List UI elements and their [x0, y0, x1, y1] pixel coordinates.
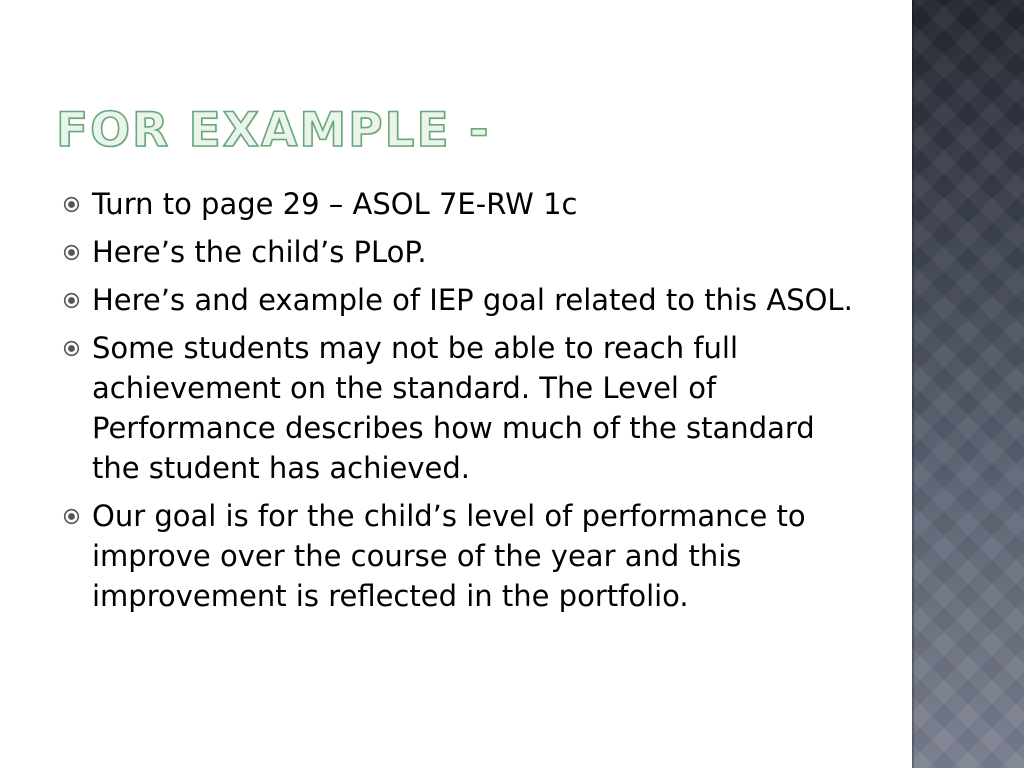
slide-title: FOR EXAMPLE - [56, 103, 491, 158]
bullet-text: Turn to page 29 – ASOL 7E-RW 1c [92, 187, 578, 221]
bullet-item [62, 184, 862, 224]
decorative-side-panel [912, 0, 1024, 768]
bullet-list [62, 184, 862, 616]
bullet-item [62, 280, 862, 320]
target-circle-bullet-icon [63, 244, 80, 261]
bullet-item [62, 328, 862, 488]
side-panel-edge [912, 0, 914, 768]
target-circle-bullet-icon [63, 508, 80, 525]
bullet-text: Here’s the child’s PLoP. [92, 235, 427, 269]
bullet-text: Our goal is for the child’s level of performance to improve over the course of the year and this improvement is reflected in the portfolio. [92, 499, 806, 613]
target-circle-bullet-icon [63, 340, 80, 357]
bullet-text: Some students may not be able to reach full achievement on the standard. The Level of Performance describes how much of the standard the student has achieved. [92, 331, 815, 485]
slide-content [62, 184, 862, 624]
bullet-text: Here’s and example of IEP goal related to this ASOL. [92, 283, 853, 317]
target-circle-bullet-icon [63, 196, 80, 213]
bullet-item [62, 232, 862, 272]
bullet-item [62, 496, 862, 616]
target-circle-bullet-icon [63, 292, 80, 309]
